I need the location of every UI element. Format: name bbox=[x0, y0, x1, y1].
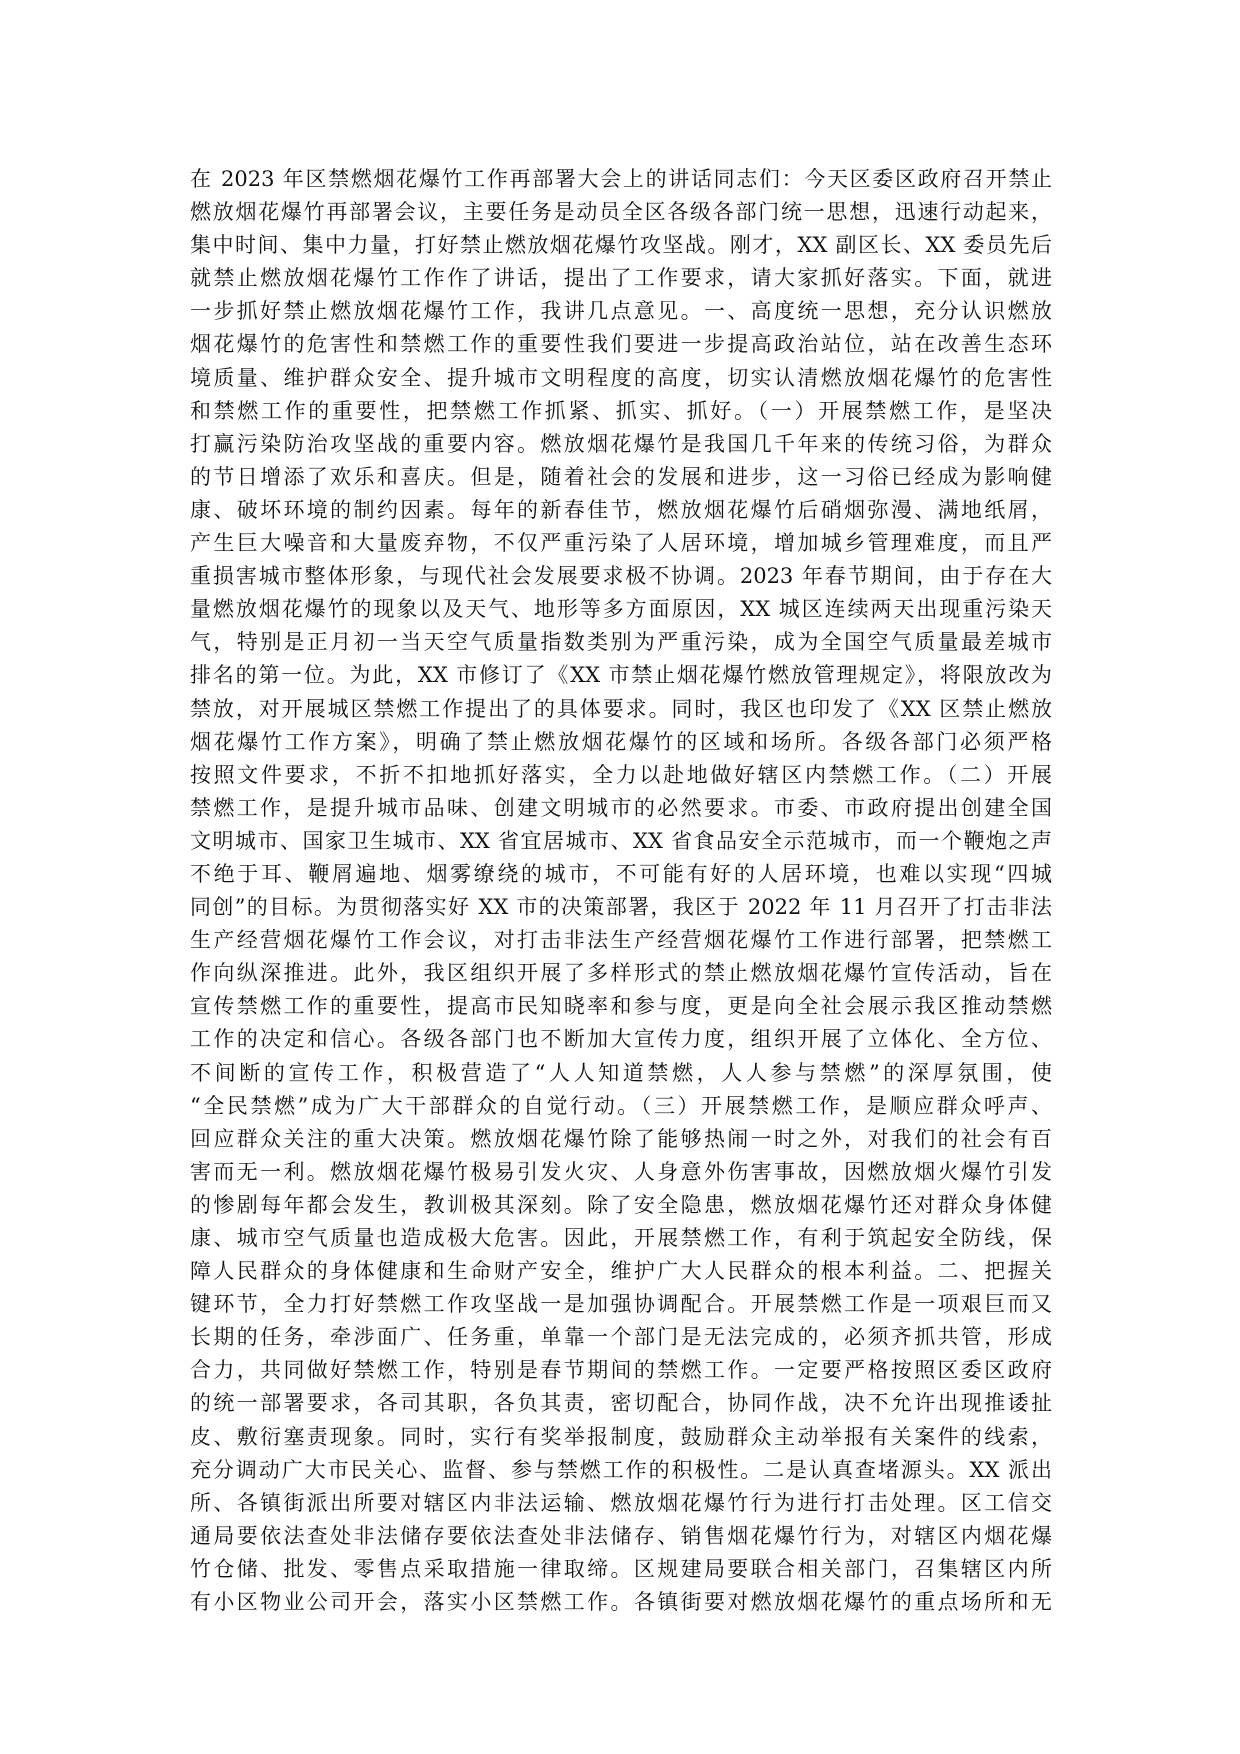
speech-body-text bbox=[190, 163, 1052, 1619]
text-line: 宣传禁燃工作的重要性，提高市民知晓率和参与度，更是向全社会展示我区推动禁燃 bbox=[190, 994, 1052, 1019]
text-line: 产生巨大噪音和大量废弃物，不仅严重污染了人居环境，增加城乡管理难度，而且严 bbox=[190, 531, 1052, 556]
text-line: 一步抓好禁止燃放烟花爆竹工作，我讲几点意见。一、高度统一思想，充分认识燃放 bbox=[190, 299, 1052, 324]
text-line: 烟花爆竹工作方案》，明确了禁止燃放烟花爆竹的区域和场所。各级各部门必须严格 bbox=[190, 729, 1052, 754]
text-line: 害而无一利。燃放烟花爆竹极易引发火灾、人身意外伤害事故，因燃放烟火爆竹引发 bbox=[190, 1159, 1052, 1184]
text-line: 有小区物业公司开会，落实小区禁燃工作。各镇街要对燃放烟花爆竹的重点场所和无 bbox=[190, 1590, 1052, 1615]
text-line: 排名的第一位。为此，XX 市修订了《XX 市禁止烟花爆竹燃放管理规定》，将限放改为 bbox=[190, 663, 1052, 688]
text-line: 同创”的目标。为贯彻落实好 XX 市的决策部署，我区于 2022 年 11 月召开了打击非法 bbox=[190, 895, 1052, 920]
text-line: 打赢污染防治攻坚战的重要内容。燃放烟花爆竹是我国几千年来的传统习俗，为群众 bbox=[190, 431, 1052, 456]
text-line: 就禁止燃放烟花爆竹工作作了讲话，提出了工作要求，请大家抓好落实。下面，就进 bbox=[190, 266, 1052, 291]
text-line: 康、破坏环境的制约因素。每年的新春佳节，燃放烟花爆竹后硝烟弥漫、满地纸屑， bbox=[190, 497, 1052, 522]
text-line: 和禁燃工作的重要性，把禁燃工作抓紧、抓实、抓好。（一）开展禁燃工作，是坚决 bbox=[190, 398, 1052, 423]
text-line: 回应群众关注的重大决策。燃放烟花爆竹除了能够热闹一时之外，对我们的社会有百 bbox=[190, 1126, 1052, 1151]
text-line: 工作的决定和信心。各级各部门也不断加大宣传力度，组织开展了立体化、全方位、 bbox=[190, 1027, 1052, 1052]
text-line: 的节日增添了欢乐和喜庆。但是，随着社会的发展和进步，这一习俗已经成为影响健 bbox=[190, 464, 1052, 489]
text-line: 所、各镇街派出所要对辖区内非法运输、燃放烟花爆竹行为进行打击处理。区工信交 bbox=[190, 1490, 1052, 1515]
text-line: 禁放，对开展城区禁燃工作提出了的具体要求。同时，我区也印发了《XX 区禁止燃放 bbox=[190, 696, 1052, 721]
text-line: 竹仓储、批发、零售点采取措施一律取缔。区规建局要联合相关部门，召集辖区内所 bbox=[190, 1556, 1052, 1581]
text-line: 在 2023 年区禁燃烟花爆竹工作再部署大会上的讲话同志们：今天区委区政府召开禁止 bbox=[190, 167, 1052, 191]
text-line: 障人民群众的身体健康和生命财产安全，维护广大人民群众的根本利益。二、把握关 bbox=[190, 1259, 1052, 1284]
text-line: 禁燃工作，是提升城市品味、创建文明城市的必然要求。市委、市政府提出创建全国 bbox=[190, 795, 1052, 820]
text-line: 不间断的宣传工作，积极营造了“人人知道禁燃，人人参与禁燃”的深厚氛围，使 bbox=[190, 1060, 1052, 1085]
text-line: 合力，共同做好禁燃工作，特别是春节期间的禁燃工作。一定要严格按照区委区政府 bbox=[190, 1358, 1052, 1383]
text-line: 燃放烟花爆竹再部署会议，主要任务是动员全区各级各部门统一思想，迅速行动起来， bbox=[190, 200, 1052, 225]
text-line: 境质量、维护群众安全、提升城市文明程度的高度，切实认清燃放烟花爆竹的危害性 bbox=[190, 365, 1052, 390]
text-line: 充分调动广大市民关心、监督、参与禁燃工作的积极性。二是认真查堵源头。XX 派出 bbox=[190, 1457, 1052, 1482]
text-line: 文明城市、国家卫生城市、XX 省宜居城市、XX 省食品安全示范城市，而一个鞭炮之声 bbox=[190, 828, 1052, 853]
text-line: 康、城市空气质量也造成极大危害。因此，开展禁燃工作，有利于筑起安全防线，保 bbox=[190, 1226, 1052, 1250]
text-line: 键环节，全力打好禁燃工作攻坚战一是加强协调配合。开展禁燃工作是一项艰巨而又 bbox=[190, 1292, 1052, 1317]
text-line: 皮、敷衍塞责现象。同时，实行有奖举报制度，鼓励群众主动举报有关案件的线索， bbox=[190, 1424, 1052, 1449]
text-line: 重损害城市整体形象，与现代社会发展要求极不协调。2023 年春节期间，由于存在大 bbox=[190, 564, 1052, 589]
text-line: 量燃放烟花爆竹的现象以及天气、地形等多方面原因，XX 城区连续两天出现重污染天 bbox=[190, 597, 1052, 622]
text-line: 作向纵深推进。此外，我区组织开展了多样形式的禁止燃放烟花爆竹宣传活动，旨在 bbox=[190, 961, 1052, 986]
text-line: 集中时间、集中力量，打好禁止燃放烟花爆竹攻坚战。刚才，XX 副区长、XX 委员先后 bbox=[190, 233, 1052, 258]
text-line: 气，特别是正月初一当天空气质量指数类别为严重污染，成为全国空气质量最差城市 bbox=[190, 630, 1052, 655]
text-line: 生产经营烟花爆竹工作会议，对打击非法生产经营烟花爆竹工作进行部署，把禁燃工 bbox=[190, 928, 1052, 953]
text-line: 的统一部署要求，各司其职，各负其责，密切配合，协同作战，决不允许出现推诿扯 bbox=[190, 1391, 1052, 1416]
text-line: 通局要依法查处非法储存要依法查处非法储存、销售烟花爆竹行为，对辖区内烟花爆 bbox=[190, 1523, 1052, 1548]
text-line: 不绝于耳、鞭屑遍地、烟雾缭绕的城市，不可能有好的人居环境，也难以实现“四城 bbox=[190, 861, 1052, 886]
text-line: 烟花爆竹的危害性和禁燃工作的重要性我们要进一步提高政治站位，站在改善生态环 bbox=[190, 332, 1052, 357]
text-line: “全民禁燃”成为广大干部群众的自觉行动。（三）开展禁燃工作，是顺应群众呼声、 bbox=[190, 1093, 1052, 1118]
text-line: 长期的任务，牵涉面广、任务重，单靠一个部门是无法完成的，必须齐抓共管，形成 bbox=[190, 1325, 1052, 1350]
text-line: 的惨剧每年都会发生，教训极其深刻。除了安全隐患，燃放烟花爆竹还对群众身体健 bbox=[190, 1192, 1052, 1217]
text-line: 按照文件要求，不折不扣地抓好落实，全力以赴地做好辖区内禁燃工作。（二）开展 bbox=[190, 762, 1052, 787]
